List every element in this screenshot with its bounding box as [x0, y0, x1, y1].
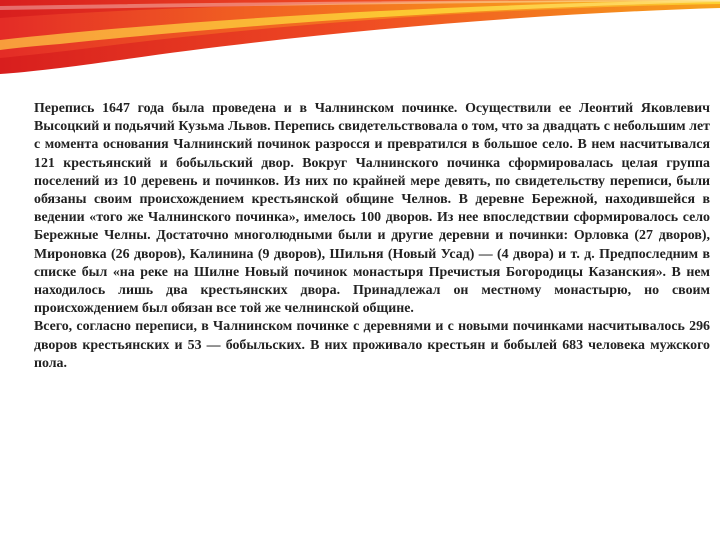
- ribbon-band-red: [0, 0, 720, 74]
- ribbon-band-yellow: [0, 0, 720, 50]
- ribbon-band-orange: [0, 0, 720, 58]
- paragraph-census-summary: Всего, согласно переписи, в Чалнинском починке с деревнями и с новыми починками насчитывалось 296 дворов крестьянских и 53 — бобыльских. В них проживало крестьян и бобылей 683 человека мужского пола.: [34, 319, 710, 371]
- ribbon-band-highlight: [0, 0, 720, 10]
- paragraph-census-description: Перепись 1647 года была проведена и в Чалнинском починке. Осуществили ее Леонтий Яковлевич Высоцкий и подьячий Кузьма Львов. Перепись свидетельствовала о том, что за двадцать с небольшим лет с момента основания Чалнинский починок разросся и превратился в большое село. В нем насчитывался 121 крестьянский и бобыльский двор. Вокруг Чалнинского починка сформировалась целая группа поселений из 10 деревень и починков. Из них по крайней мере девять, по свидетельству переписи, были обязаны своим происхождением крестьянской общине Челнов. В деревне Бережной, находившейся в ведении «того же Чалнинского починка», имелось 100 дворов. Из нее впоследствии сформировалось село Бережные Челны. Достаточно многолюдными были и другие деревни и починки: Орловка (27 дворов), Мироновка (26 дворов), Калинина (9 дворов), Шильня (Новый Усад) — (4 двора) и т. д. Предпоследним в списке был «на реке на Шилне Новый починок монастыря Пречистыя Богородицы Казанския». В нем находилось лишь два крестьянских двора. Принадлежал он местному монастырю, но своим происхождением был обязан все той же челнинской общине.: [34, 101, 710, 317]
- decorative-ribbon-swoosh: [0, 0, 720, 80]
- slide-body-text: [34, 100, 710, 373]
